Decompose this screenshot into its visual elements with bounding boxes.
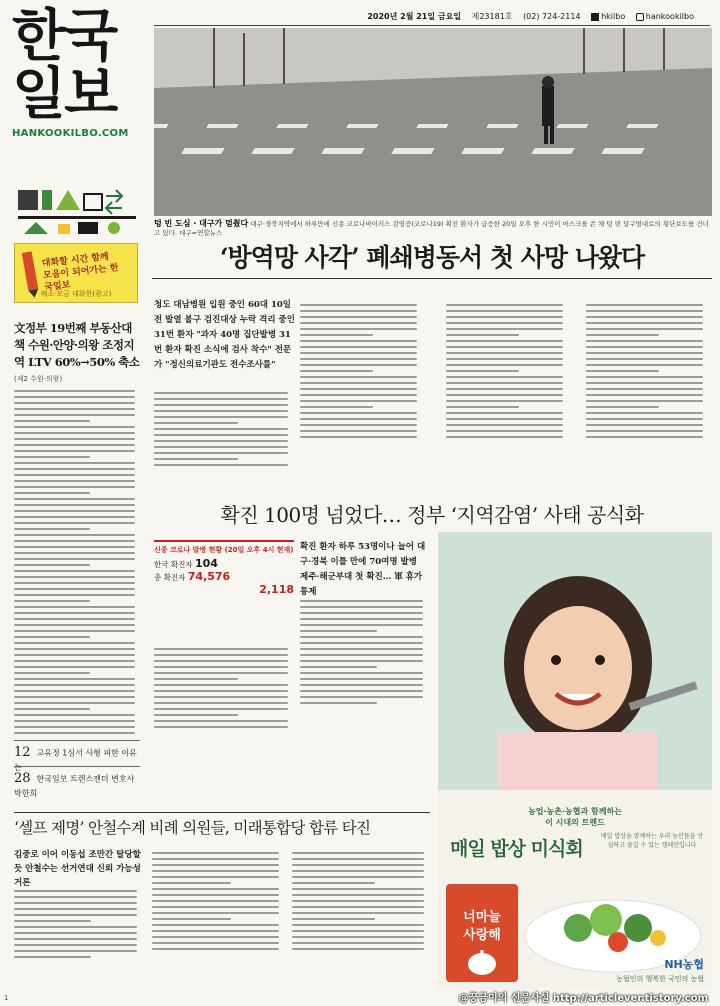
bottom-story-deck: 김중로 이어 이동섭 조만간 탈당할 듯 안철수는 선거연대 신뢰 가능성 거론 (14, 850, 141, 888)
body-text-line (154, 416, 288, 418)
body-text-line (14, 732, 135, 734)
fold-item-1[interactable] (14, 740, 140, 772)
body-text-line (300, 418, 417, 420)
body-text-line (152, 888, 279, 890)
lead-photo[interactable] (154, 28, 712, 216)
body-text-line (14, 926, 137, 928)
bottom-story-column-3 (292, 848, 430, 954)
body-text-line (154, 696, 288, 698)
body-text-line (14, 402, 135, 404)
body-text-line (300, 424, 417, 426)
body-text-line (14, 914, 137, 916)
ad-photo-girl (438, 532, 712, 792)
body-text-line (154, 452, 288, 454)
body-text-line (292, 930, 424, 932)
body-text-line (14, 486, 135, 488)
body-text-line (300, 340, 417, 342)
body-text-line (446, 370, 519, 372)
body-text-line (14, 636, 90, 638)
body-text-line (14, 582, 135, 584)
body-text-line (300, 310, 417, 312)
body-text-line (152, 882, 231, 884)
nh-advertisement[interactable] (438, 532, 712, 990)
body-text-line (292, 894, 424, 896)
body-text-line (14, 956, 91, 958)
body-text-line (154, 690, 288, 692)
deaths-count: 2,118 (259, 583, 294, 596)
body-text-line (14, 552, 135, 554)
body-text-line (14, 450, 135, 452)
body-text-line (292, 870, 424, 872)
body-text-line (154, 422, 238, 424)
nh-logo: NH농협 (664, 958, 704, 971)
body-text-line (152, 906, 279, 908)
body-text-line (14, 498, 135, 500)
body-text-line (14, 618, 135, 620)
fold-page-number: 12 (14, 745, 31, 760)
stats-title: 신종 코로나 발병 현황 (20일 오후 4시 현재) (154, 546, 294, 554)
body-text-line (14, 564, 90, 566)
masthead (12, 4, 142, 139)
body-text-line (586, 436, 703, 438)
body-text-line (446, 394, 563, 396)
body-text-line (300, 346, 417, 348)
body-text-line (586, 334, 659, 336)
body-text-line (292, 918, 375, 920)
body-text-line (14, 408, 135, 410)
body-text-line (152, 852, 279, 854)
body-text-line (300, 370, 373, 372)
fold-text: 고유정 1심서 사형 피한 이유는 (14, 748, 137, 772)
body-text-line (300, 678, 423, 680)
body-text-line (300, 388, 417, 390)
body-text-line (14, 932, 137, 934)
body-text-line (14, 600, 90, 602)
body-text-line (14, 648, 135, 650)
body-text-line (14, 938, 137, 940)
main-headline[interactable]: ‘방역망 사각’ 폐쇄병동서 첫 사망 나왔다 (152, 238, 712, 279)
body-text-line (152, 930, 279, 932)
page-number: 1 (4, 994, 9, 1002)
body-text-line (154, 428, 288, 430)
main-story-column-1 (154, 388, 294, 470)
body-text-line (292, 858, 424, 860)
body-text-line (14, 684, 135, 686)
sub-story-deck: 확진 환자 하루 53명이나 늘어 대구·경북 이틀 만에 70여명 발병 제주·해군부대 첫 확진… 軍 휴가 통제 (300, 542, 426, 597)
body-text-line (300, 648, 423, 650)
body-text-line (292, 888, 424, 890)
body-text-line (152, 918, 231, 920)
body-text-line (154, 720, 288, 722)
body-text-line (292, 906, 424, 908)
body-text-line (14, 576, 135, 578)
body-text-line (586, 346, 703, 348)
body-text-line (14, 438, 135, 440)
body-text-line (586, 406, 659, 408)
body-text-line (300, 696, 423, 698)
body-text-line (154, 654, 288, 656)
body-text-line (446, 328, 563, 330)
body-text-line (154, 714, 238, 716)
confirmed-label: 한국 확진자 (154, 560, 193, 569)
ad-title: 매일 밥상 미식회 (450, 838, 583, 860)
body-text-line (446, 418, 563, 420)
body-text-line (152, 900, 279, 902)
body-text-line (300, 352, 417, 354)
facebook-handle[interactable]: hkilbo (601, 12, 626, 21)
ad-lead-1: 농업·농촌·농협과 함께하는 (528, 807, 622, 816)
body-text-line (300, 606, 423, 608)
total-count: 74,576 (187, 570, 231, 583)
body-text-line (446, 430, 563, 432)
ad-lead-2: 이 시대의 트렌드 (545, 818, 605, 827)
body-text-line (14, 950, 137, 952)
body-text-line (14, 920, 91, 922)
main-story-deck: 청도 대남병원 입원 중인 60대 10일 전 발열 불구 검진대상 누락 격리 중인 31번 환자 "과자 40명 집단발병 31번 환자 확진 소식에 검사 착수" 전문가 "정신의료기관도 전수조사를" (154, 300, 295, 370)
body-text-line (292, 852, 424, 854)
body-text-line (14, 660, 135, 662)
body-text-line (446, 376, 563, 378)
body-text-line (14, 702, 135, 704)
body-text-line (586, 370, 659, 372)
body-text-line (300, 430, 417, 432)
body-text-line (300, 322, 417, 324)
photo-caption (154, 219, 712, 238)
body-text-line (14, 726, 135, 728)
body-text-line (292, 924, 424, 926)
body-text-line (586, 352, 703, 354)
body-text-line (292, 942, 424, 944)
body-text-line (586, 304, 703, 306)
body-text-line (586, 364, 703, 366)
body-text-line (152, 948, 279, 950)
stats-deaths-row (154, 584, 294, 597)
body-text-line (446, 388, 563, 390)
phone-number: (02) 724-2114 (523, 12, 581, 21)
body-text-line (14, 678, 135, 680)
outbreak-stats-box (154, 540, 294, 636)
body-text-line (586, 400, 703, 402)
body-text-line (300, 394, 417, 396)
body-text-line (586, 316, 703, 318)
body-text-line (14, 492, 90, 494)
body-text-line (300, 358, 417, 360)
body-text-line (14, 690, 135, 692)
body-text-line (14, 890, 137, 892)
body-text-line (152, 858, 279, 860)
body-text-line (300, 382, 417, 384)
body-text-line (154, 660, 288, 662)
body-text-line (154, 666, 288, 668)
body-text-line (300, 328, 417, 330)
sidebar-story[interactable] (14, 320, 140, 738)
main-story-column-3 (446, 300, 568, 442)
facebook-icon (591, 13, 599, 21)
body-text-line (446, 340, 563, 342)
body-text-line (14, 606, 135, 608)
body-text-line (14, 666, 135, 668)
body-text-line (586, 430, 703, 432)
body-text-line (446, 310, 563, 312)
body-text-line (154, 440, 288, 442)
body-text-line (152, 936, 279, 938)
issue-number: 제23181호 (471, 12, 513, 21)
body-text-line (154, 726, 288, 728)
sub-story-column-1 (154, 644, 294, 732)
body-text-line (446, 400, 563, 402)
sidebar-subline: (제2 수원·의왕) (14, 375, 63, 383)
body-text-line (14, 444, 135, 446)
body-text-line (14, 654, 135, 656)
ad-lead (438, 806, 712, 828)
promo-text: 대화할 시간 함께 모음이 되어가는 한국일보 (41, 252, 120, 293)
sidebar-headline: 文정부 19번째 부동산대책 수원·안양·의왕 조정지역 LTV 60%→50% 축소 (14, 321, 140, 369)
body-text-line (152, 894, 279, 896)
body-text-line (14, 528, 90, 530)
body-text-line (14, 432, 135, 434)
instagram-handle[interactable]: hankookilbo (645, 12, 694, 21)
instagram-icon (636, 13, 644, 21)
body-text-line (154, 458, 238, 460)
body-text-line (154, 678, 238, 680)
body-text-line (154, 702, 288, 704)
body-text-line (14, 720, 135, 722)
body-text-line (300, 630, 377, 632)
body-text-line (300, 690, 423, 692)
body-text-line (446, 406, 519, 408)
body-text-line (300, 660, 423, 662)
body-text-line (154, 684, 288, 686)
promo-box[interactable] (14, 243, 138, 303)
site-url[interactable]: HANKOOKILBO.COM (12, 128, 129, 139)
body-text-line (300, 636, 423, 638)
body-text-line (586, 358, 703, 360)
body-text-line (446, 316, 563, 318)
body-text-line (152, 876, 279, 878)
body-text-line (14, 908, 137, 910)
body-text-line (14, 588, 135, 590)
body-text-line (14, 522, 135, 524)
confirmed-count: 104 (195, 557, 218, 570)
caption-credit: 대구=연합뉴스 (179, 229, 223, 237)
body-text-line (446, 436, 563, 438)
sidebar-body-text (14, 390, 140, 734)
body-text-line (300, 654, 423, 656)
body-text-line (292, 948, 424, 950)
body-text-line (154, 708, 288, 710)
body-text-line (300, 400, 417, 402)
body-text-line (586, 310, 703, 312)
body-text-line (14, 390, 135, 392)
body-text-line (154, 410, 288, 412)
caption-title: 텅 빈 도심 · 대구가 멈췄다 (154, 219, 249, 228)
bottom-story-column-2 (152, 848, 284, 954)
body-text-line (300, 702, 377, 704)
body-text-line (586, 340, 703, 342)
body-text-line (154, 404, 288, 406)
issue-date: 2020년 2월 21일 금요일 (367, 12, 462, 21)
body-text-line (446, 382, 563, 384)
body-text-line (586, 394, 703, 396)
body-text-line (14, 624, 135, 626)
body-text-line (300, 334, 373, 336)
date-bar (154, 8, 710, 26)
body-text-line (292, 900, 424, 902)
body-text-line (300, 624, 423, 626)
body-text-line (292, 876, 424, 878)
body-text-line (446, 334, 519, 336)
garlic-package (446, 884, 518, 982)
body-text-line (586, 388, 703, 390)
body-text-line (152, 864, 279, 866)
masthead-logo-line2: 일보 (12, 62, 117, 127)
body-text-line (586, 328, 703, 330)
caption-body: 대구·경북지역에서 하루만에 신종 코로나바이러스 감염증(코로나19) 확진 환자가 급증한 20일 오후 한 시민이 마스크를 쓴 채 텅 빈 달구벌대로의 횡단보도를 건너고 있다. (154, 220, 709, 237)
body-text-line (14, 426, 135, 428)
body-text-line (586, 382, 703, 384)
body-text-line (154, 648, 288, 650)
body-text-line (14, 570, 135, 572)
fold-text: 한국일보 트렌스젠더 변호사 박한희 (14, 774, 135, 798)
body-text-line (300, 406, 373, 408)
body-text-line (152, 912, 279, 914)
garlic-icon (464, 946, 500, 976)
body-text-line (586, 418, 703, 420)
body-text-line (14, 902, 137, 904)
body-text-line (14, 612, 135, 614)
body-text-line (152, 870, 279, 872)
body-text-line (14, 714, 135, 716)
body-text-line (586, 322, 703, 324)
body-text-line (14, 944, 137, 946)
body-text-line (14, 594, 135, 596)
body-text-line (292, 864, 424, 866)
body-text-line (300, 436, 417, 438)
promo-foot: 해소·모금 대화한(광고) (40, 290, 112, 298)
body-text-line (14, 540, 135, 542)
body-text-line (586, 376, 703, 378)
masthead-emblem-icon (18, 186, 136, 236)
body-text-line (300, 672, 423, 674)
body-text-line (300, 612, 423, 614)
body-text-line (154, 434, 288, 436)
body-text-line (14, 896, 137, 898)
body-text-line (14, 696, 135, 698)
main-story-column-2 (300, 300, 422, 442)
body-text-line (14, 396, 135, 398)
body-text-line (14, 534, 135, 536)
body-text-line (300, 412, 417, 414)
body-text-line (14, 510, 135, 512)
body-text-line (154, 398, 288, 400)
masthead-logo-line1: 한국 (12, 4, 117, 69)
body-text-line (14, 462, 135, 464)
body-text-line (14, 516, 135, 518)
bottom-story-column-1 (14, 886, 142, 962)
body-text-line (14, 420, 90, 422)
body-text-line (586, 412, 703, 414)
body-text-line (446, 304, 563, 306)
body-text-line (154, 446, 288, 448)
body-text-line (300, 684, 423, 686)
body-text-line (14, 630, 135, 632)
body-text-line (292, 882, 375, 884)
total-label: 총 확진자 (154, 573, 186, 582)
body-text-line (300, 304, 417, 306)
body-text-line (14, 468, 135, 470)
body-text-line (14, 414, 135, 416)
body-text-line (154, 392, 288, 394)
ad-small-print: 매일 밥상을 함께하는 우리 농산물을 안심하고 즐길 수 있는 캠페인입니다 (600, 833, 704, 849)
body-text-line (14, 474, 135, 476)
body-text-line (14, 708, 90, 710)
body-text-line (300, 666, 377, 668)
body-text-line (152, 924, 279, 926)
body-text-line (292, 936, 424, 938)
body-text-line (154, 464, 288, 466)
body-text-line (446, 364, 563, 366)
body-text-line (14, 546, 135, 548)
sub-story-column-2 (300, 596, 428, 708)
body-text-line (446, 322, 563, 324)
body-text-line (446, 424, 563, 426)
body-text-line (446, 358, 563, 360)
body-text-line (14, 558, 135, 560)
body-text-line (14, 480, 135, 482)
body-text-line (300, 316, 417, 318)
body-text-line (446, 352, 563, 354)
fold-page-number: 28 (14, 771, 31, 786)
body-text-line (14, 456, 90, 458)
pack-line-2: 사랑해 (463, 928, 501, 943)
fold-item-2[interactable] (14, 766, 140, 798)
body-text-line (14, 504, 135, 506)
body-text-line (300, 376, 417, 378)
body-text-line (300, 618, 423, 620)
body-text-line (14, 672, 90, 674)
body-text-line (300, 642, 423, 644)
main-story-column-4 (586, 300, 708, 442)
body-text-line (154, 672, 288, 674)
body-text-line (300, 600, 423, 602)
body-text-line (446, 412, 563, 414)
bottom-headline[interactable]: ‘셀프 제명’ 안철수계 비례 의원들, 미래통합당 합류 타진 (14, 812, 430, 843)
body-text-line (152, 942, 279, 944)
pack-line-1: 너마늘 (463, 910, 501, 925)
body-text-line (300, 364, 417, 366)
body-text-line (586, 424, 703, 426)
ad-footer: 농협인의 행복한 국민의 농협 (616, 975, 704, 983)
body-text-line (292, 912, 424, 914)
sub-headline[interactable]: 확진 100명 넘었다… 정부 ‘지역감염’ 사태 공식화 (220, 503, 644, 527)
body-text-line (446, 346, 563, 348)
body-text-line (14, 642, 135, 644)
blog-watermark: @꿍금이의 신문사설 http://articlever.tistory.com (458, 993, 708, 1004)
